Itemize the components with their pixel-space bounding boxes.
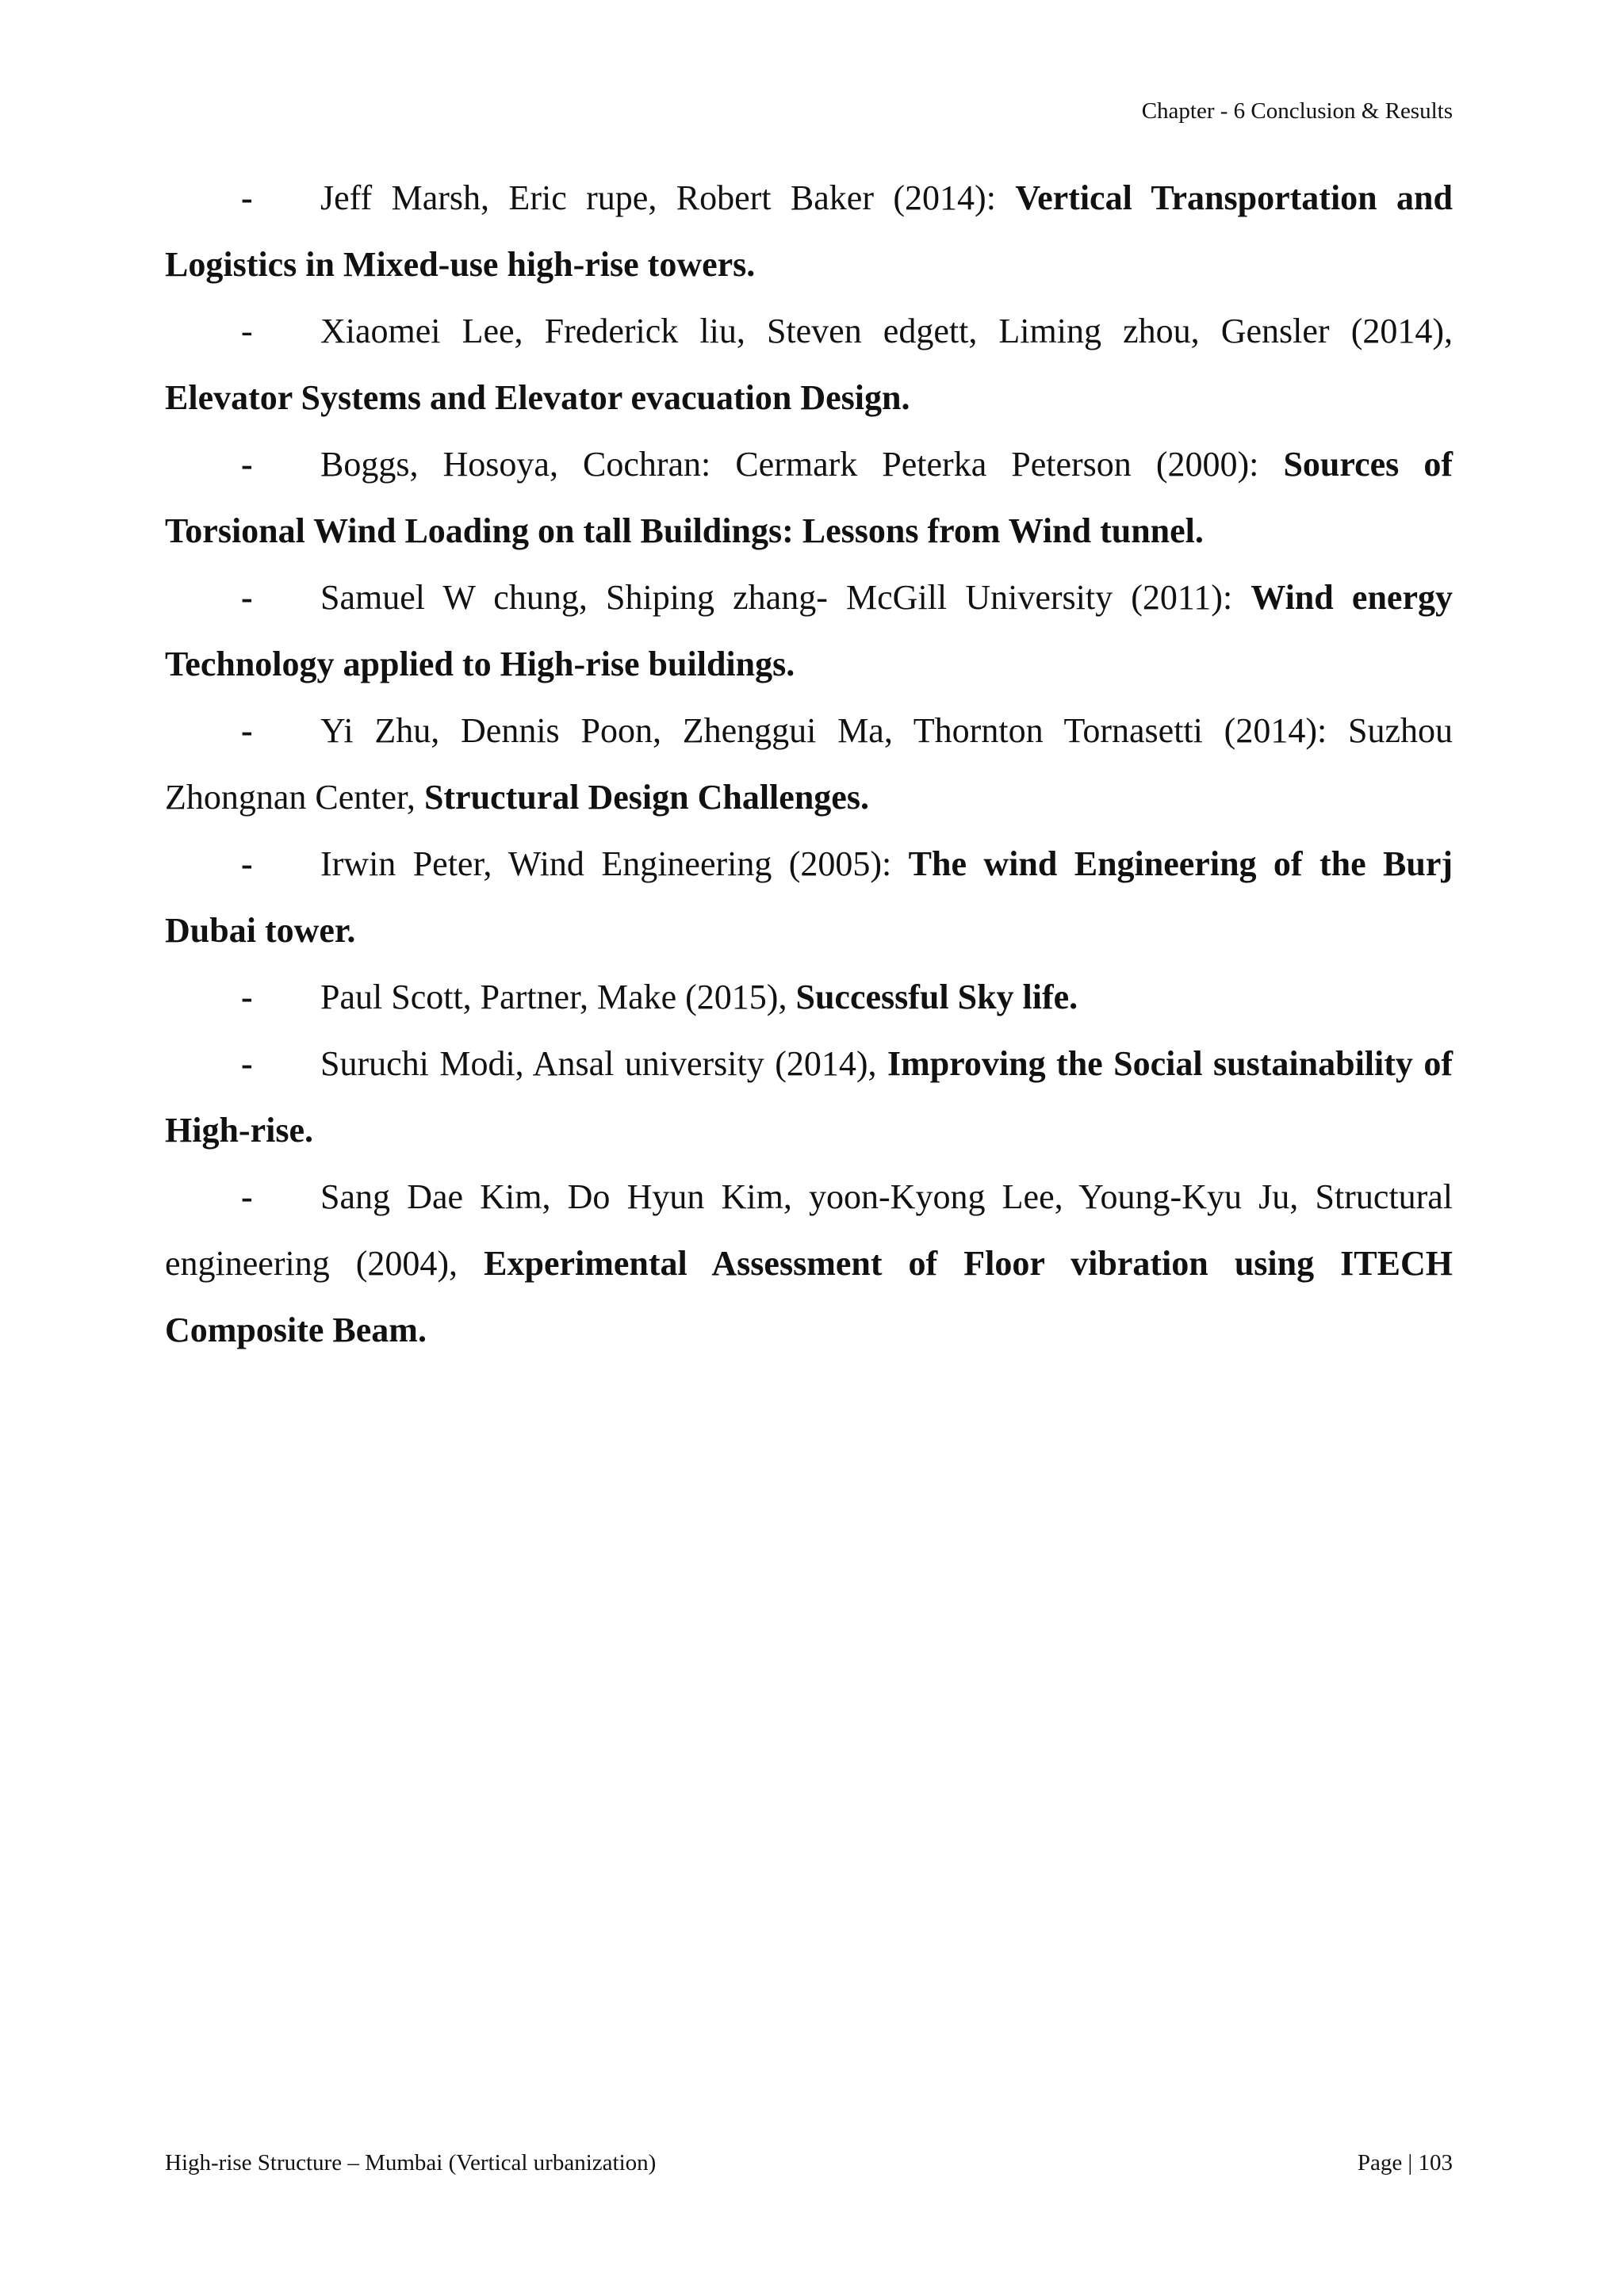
list-dash: - <box>241 1044 253 1083</box>
running-header: Chapter - 6 Conclusion & Results <box>1141 98 1453 124</box>
list-dash: - <box>241 711 253 750</box>
list-dash: - <box>241 978 253 1016</box>
reference-authors: Yi Zhu, Dennis Poon, Zhenggui Ma, Thornton Tornasetti (2014): Suzhou Zhongnan Center, <box>165 711 1453 817</box>
reference-authors: Suruchi Modi, Ansal university (2014), <box>320 1044 887 1083</box>
reference-item <box>165 831 1453 964</box>
reference-item <box>165 698 1453 831</box>
list-dash: - <box>241 178 253 217</box>
reference-title: Sources of Torsional Wind Loading on tall Buildings: Lessons from Wind tunnel. <box>165 445 1453 550</box>
list-dash: - <box>241 312 253 350</box>
reference-authors: Samuel W chung, Shiping zhang- McGill University (2011): <box>320 578 1251 617</box>
reference-item <box>165 964 1453 1031</box>
reference-title: Wind energy Technology applied to High-rise buildings. <box>165 578 1453 683</box>
footer-page-number: Page | 103 <box>1357 2150 1453 2175</box>
list-dash: - <box>241 578 253 617</box>
reference-title: Successful Sky life. <box>795 978 1078 1016</box>
reference-title: The wind Engineering of the Burj Dubai tower. <box>165 844 1454 950</box>
reference-item <box>165 1164 1453 1364</box>
reference-title: Structural Design Challenges. <box>423 778 869 817</box>
reference-authors: Jeff Marsh, Eric rupe, Robert Baker (2014): <box>320 178 1016 217</box>
reference-item <box>165 1031 1453 1164</box>
reference-item <box>165 298 1453 431</box>
reference-title: Improving the Social sustainability of High-rise. <box>165 1044 1453 1150</box>
reference-title: Experimental Assessment of Floor vibration using ITECH Composite Beam. <box>165 1244 1453 1349</box>
reference-list <box>165 165 1453 1364</box>
reference-item <box>165 564 1453 698</box>
reference-title: Vertical Transportation and Logistics in Mixed-use high-rise towers. <box>165 178 1453 284</box>
list-dash: - <box>241 445 253 484</box>
reference-item <box>165 431 1453 564</box>
reference-authors: Irwin Peter, Wind Engineering (2005): <box>320 844 909 883</box>
footer-document-title: High-rise Structure – Mumbai (Vertical urbanization) <box>165 2150 657 2175</box>
reference-authors: Xiaomei Lee, Frederick liu, Steven edgett, Liming zhou, Gensler (2014), <box>320 312 1453 350</box>
list-dash: - <box>241 1177 253 1216</box>
reference-item <box>165 165 1453 298</box>
reference-authors: Paul Scott, Partner, Make (2015), <box>320 978 796 1016</box>
reference-authors: Boggs, Hosoya, Cochran: Cermark Peterka Peterson (2000): <box>320 445 1284 484</box>
reference-title: Elevator Systems and Elevator evacuation Design. <box>165 378 910 417</box>
list-dash: - <box>241 844 253 883</box>
reference-authors: Sang Dae Kim, Do Hyun Kim, yoon-Kyong Lee, Young-Kyu Ju, Structural engineering (2004), <box>165 1177 1453 1283</box>
